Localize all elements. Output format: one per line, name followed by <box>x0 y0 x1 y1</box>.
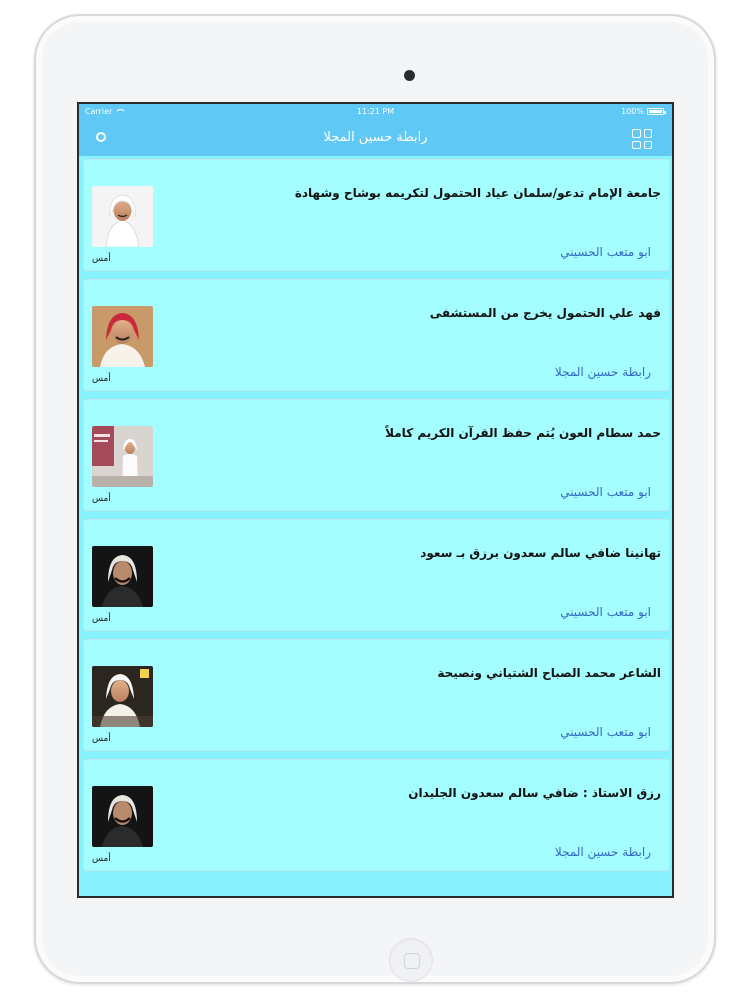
post-author-link[interactable]: ابو متعب الحسيني <box>560 485 651 499</box>
post-card[interactable] <box>84 160 669 270</box>
post-title: رزق الاستاذ : ضافي سالم سعدون الجليدان <box>408 786 661 800</box>
post-author-link[interactable]: رابطة حسين المجلا <box>554 365 651 379</box>
camera-icon <box>404 70 415 81</box>
post-author-link[interactable]: ابو متعب الحسيني <box>560 605 651 619</box>
post-title: جامعة الإمام تدعو/سلمان عياد الحتمول لتكريمه بوشاح وشهادة <box>294 186 661 200</box>
post-date: أمس <box>92 374 111 384</box>
page-title: رابطة حسين المجلا <box>323 130 428 145</box>
post-title: حمد سطام العون يُتم حفظ القرآن الكريم كاملاً <box>385 426 661 440</box>
post-date: أمس <box>92 734 111 744</box>
post-title: فهد علي الحتمول يخرج من المستشفى <box>429 306 661 320</box>
home-button[interactable] <box>389 938 433 982</box>
post-card[interactable] <box>84 400 669 510</box>
app-screen <box>77 102 674 898</box>
status-time: 11:21 PM <box>356 107 395 116</box>
post-date: أمس <box>92 854 111 864</box>
post-author-link[interactable]: ابو متعب الحسيني <box>560 245 651 259</box>
carrier-label: Carrier <box>85 107 113 116</box>
post-card[interactable] <box>84 280 669 390</box>
post-title: الشاعر محمد الصباح الشتياني ونصيحة <box>437 666 661 680</box>
post-thumbnail[interactable] <box>92 786 153 847</box>
nav-header <box>79 104 672 156</box>
post-card[interactable] <box>84 640 669 750</box>
post-author-link[interactable]: رابطة حسين المجلا <box>554 845 651 859</box>
post-thumbnail[interactable] <box>92 306 153 367</box>
post-thumbnail[interactable] <box>92 546 153 607</box>
post-card[interactable] <box>84 520 669 630</box>
post-thumbnail[interactable] <box>92 426 153 487</box>
post-date: أمس <box>92 254 111 264</box>
post-title: تهانينا ضافي سالم سعدون برزق بـ سعود <box>420 546 661 560</box>
grid-icon[interactable] <box>632 129 652 149</box>
post-thumbnail[interactable] <box>92 666 153 727</box>
post-card[interactable] <box>84 760 669 870</box>
status-bar <box>79 104 672 120</box>
post-date: أمس <box>92 494 111 504</box>
battery-label: 100% <box>621 107 644 116</box>
post-thumbnail[interactable] <box>92 186 153 247</box>
battery-icon <box>647 108 664 115</box>
post-date: أمس <box>92 614 111 624</box>
post-author-link[interactable]: ابو متعب الحسيني <box>560 725 651 739</box>
status-battery <box>621 107 664 116</box>
